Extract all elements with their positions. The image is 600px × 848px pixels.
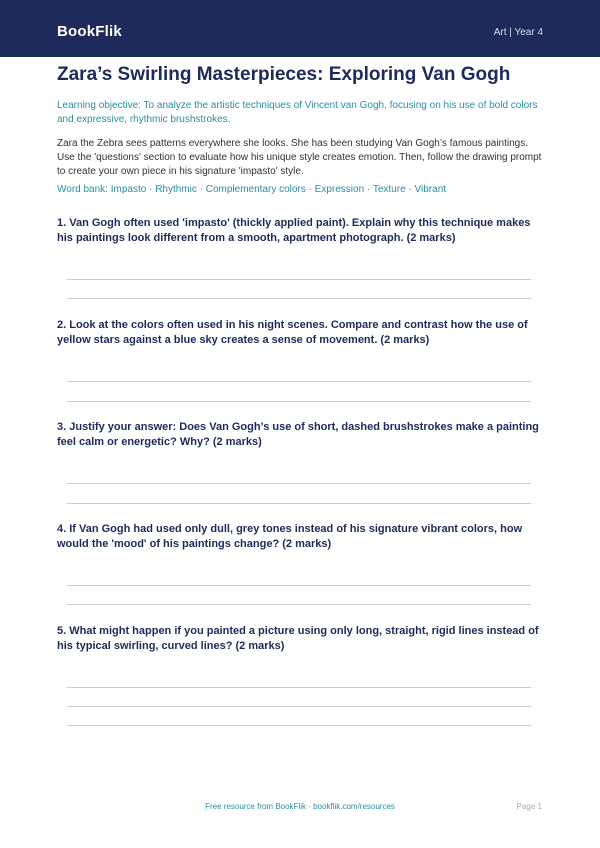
answer-line[interactable] [67, 401, 531, 402]
learning-objective: Learning objective: To analyze the artistic techniques of Vincent van Gogh, focusing on his use of bold colors and expressive, rhythmic brushstrokes. [57, 100, 538, 125]
page-title: Zara’s Swirling Masterpieces: Exploring Van Gogh [57, 64, 511, 85]
page-number: Page 1 [516, 802, 542, 811]
question-5: 5. What might happen if you painted a picture using only long, straight, rigid lines instead of his typical swirling, curved lines? (2 marks) [57, 625, 539, 652]
answer-line[interactable] [67, 585, 531, 586]
answer-line[interactable] [67, 503, 531, 504]
answer-line[interactable] [67, 687, 531, 688]
question-1: 1. Van Gogh often used 'impasto' (thickly applied paint). Explain why this technique makes his paintings look different from a smooth, apartment photograph. (2 marks) [57, 217, 531, 244]
brand-logo: BookFlik [57, 23, 122, 40]
answer-line[interactable] [67, 604, 531, 605]
answer-line[interactable] [67, 706, 531, 707]
intro-paragraph: Zara the Zebra sees patterns everywhere she looks. She has been studying Van Gogh’s famous paintings. Use the 'questions' section to evaluate how his unique style creates emotion. Then, follow the drawing prompt to create your own piece in his signature 'impasto' style. [57, 138, 542, 177]
question-4: 4. If Van Gogh had used only dull, grey tones instead of his signature vibrant colors, how would the 'mood' of his paintings change? (2 marks) [57, 523, 523, 550]
answer-line[interactable] [67, 483, 531, 484]
subject-year-label: Art | Year 4 [493, 27, 543, 38]
answer-line[interactable] [67, 725, 531, 726]
question-2: 2. Look at the colors often used in his night scenes. Compare and contrast how the use of yellow stars against a blue sky creates a sense of movement. (2 marks) [57, 319, 528, 346]
answer-line[interactable] [67, 381, 531, 382]
header-bar [0, 0, 600, 57]
word-bank: Word bank: Impasto · Rhythmic · Complementary colors · Expression · Texture · Vibrant [57, 184, 447, 195]
question-3: 3. Justify your answer: Does Van Gogh’s use of short, dashed brushstrokes make a painting feel calm or energetic? Why? (2 marks) [57, 421, 539, 448]
footer-text: Free resource from BookFlik · bookflik.com/resources [205, 802, 395, 811]
answer-line[interactable] [67, 279, 531, 280]
answer-line[interactable] [67, 298, 531, 299]
